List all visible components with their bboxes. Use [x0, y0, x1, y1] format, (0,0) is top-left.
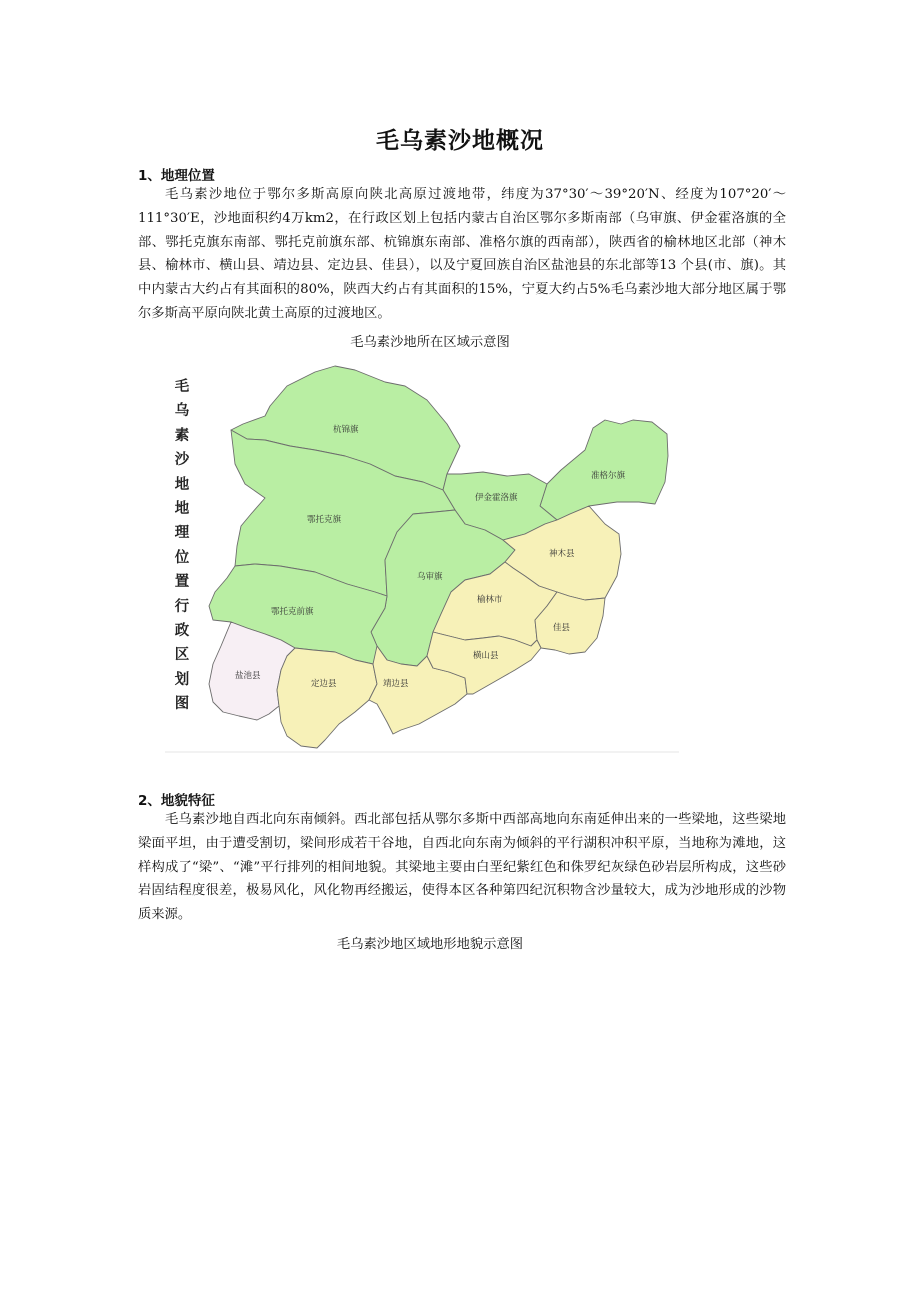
label-hengshan: 横山县 — [473, 651, 499, 661]
map-title-char: 行 — [174, 598, 190, 615]
map-title-char: 置 — [174, 574, 190, 591]
map-title-char: 地 — [174, 476, 190, 493]
landform-paragraph: 毛乌素沙地自西北向东南倾斜。西北部包括从鄂尔多斯中西部高地向东南延伸出来的一些梁地，这些梁地梁面平坦，由于遭受割切，梁间形成若干谷地，自西北向东南为倾斜的平行湖积冲积平原，当地称为滩地，这样构成了“梁”、“滩”平行排列的相间地貌。其梁地主要由白垩纪紫红色和侏罗纪灰绿色砂岩层所构成，这些砂岩固结程度很差，极易风化，风化物再经搬运，使得本区各种第四纪沉积物含沙量较大，成为沙地形成的沙物质来源。 — [138, 812, 786, 923]
map-title-char: 地 — [174, 501, 190, 518]
label-hangjin: 杭锦旗 — [333, 425, 359, 435]
map-title-char: 图 — [174, 696, 190, 713]
label-jiaxian: 佳县 — [553, 623, 571, 633]
label-wushen: 乌审旗 — [417, 572, 443, 582]
label-zhungeer: 准格尔旗 — [591, 471, 626, 481]
label-shenmu: 神木县 — [549, 549, 575, 559]
map-title-char: 素 — [174, 427, 190, 444]
section-heading-location: 1、地理位置 — [138, 168, 215, 184]
map-title-char: 乌 — [174, 403, 190, 420]
map-title-char: 沙 — [174, 452, 190, 469]
location-paragraph: 毛乌素沙地位于鄂尔多斯高原向陕北高原过渡地带，纬度为37°30′～39°20′N、经度为107°20′～111°30′E，沙地面积约4万km2，在行政区划上包括内蒙古自治区鄂尔多斯南部（乌审旗、伊金霍洛旗的全部、鄂托克旗东南部、鄂托克前旗东部、杭锦旗东南部、准格尔旗的西南部），陕西省的榆林地区北部（神木县、榆林市、横山县、靖边县、定边县、佳县），以及宁夏回族自治区盐池县的东北部等13 个县(市、旗)。其中内蒙古大约占有其面积的80%，陕西大约占有其面积的15%，宁夏大约占5%毛乌素沙地大部分地区属于鄂尔多斯高平原向陕北黄土高原的过渡地区。 — [138, 187, 786, 321]
label-yulin: 榆林市 — [477, 595, 503, 605]
region-zhungeer — [540, 420, 668, 520]
map-title-char: 政 — [174, 623, 190, 640]
label-etuoke: 鄂托克旗 — [307, 515, 342, 525]
map-title-char: 划 — [174, 671, 190, 688]
label-etuokeqian: 鄂托克前旗 — [271, 607, 314, 617]
map-title-char: 区 — [174, 647, 190, 664]
map-title-char: 位 — [174, 549, 190, 566]
label-jingbian: 靖边县 — [383, 679, 409, 689]
label-yijinhuoluo: 伊金霍洛旗 — [475, 493, 518, 503]
map-title-char: 毛 — [174, 379, 190, 395]
map-caption: 毛乌素沙地所在区域示意图 — [350, 335, 510, 350]
region-dingbian — [277, 648, 377, 748]
label-yanchi: 盐池县 — [235, 671, 261, 681]
page-title: 毛乌素沙地概况 — [376, 128, 544, 154]
label-dingbian: 定边县 — [311, 679, 337, 689]
administrative-map — [165, 364, 681, 756]
landform-caption: 毛乌素沙地区域地形地貌示意图 — [336, 937, 524, 952]
map-title-char: 理 — [174, 525, 190, 542]
section-heading-landform: 2、地貌特征 — [138, 793, 215, 809]
